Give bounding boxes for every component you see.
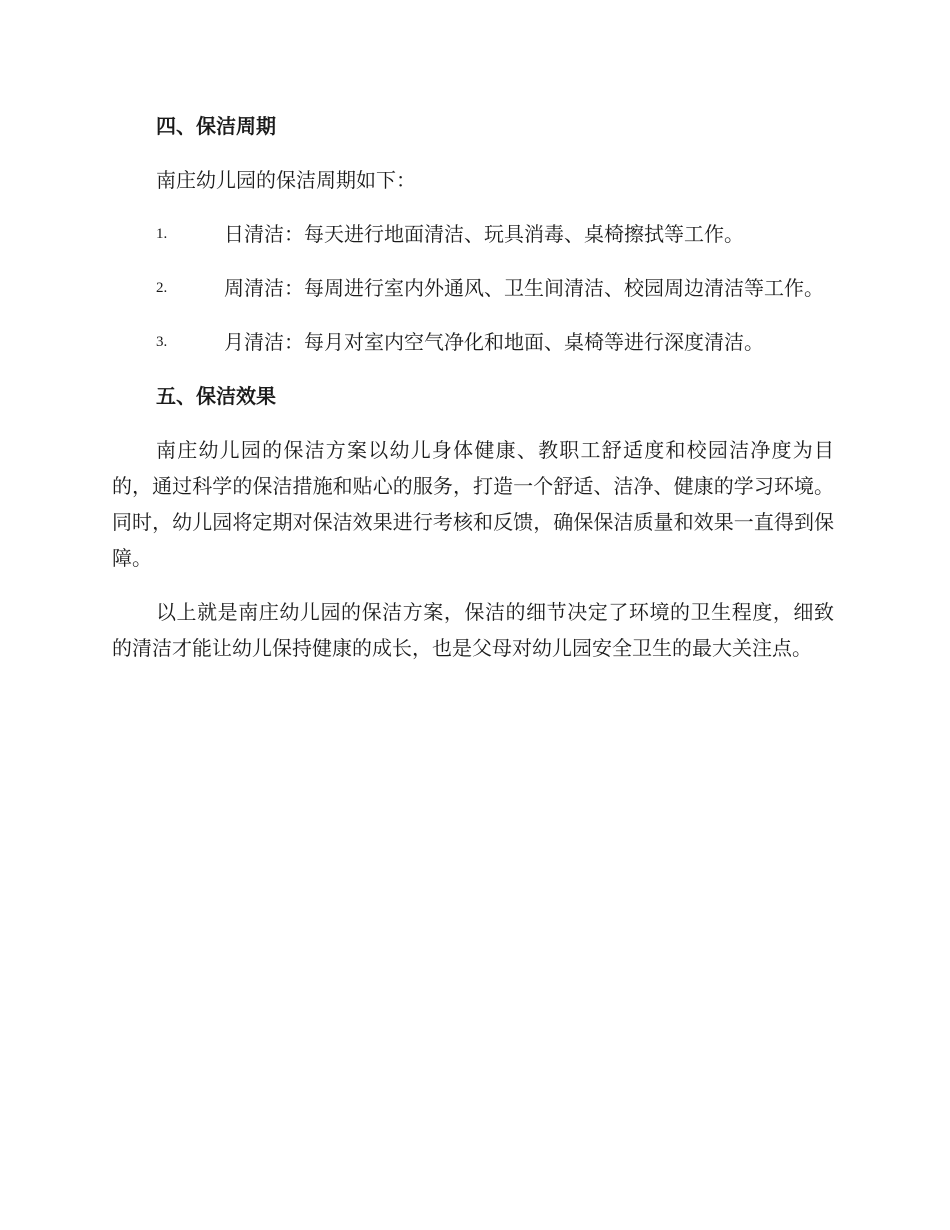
section-heading-cleaning-effect: 五、保洁效果 bbox=[156, 384, 276, 408]
list-item-text: 月清洁：每月对室内空气净化和地面、桌椅等进行深度清洁。 bbox=[224, 330, 764, 354]
cleaning-cycle-intro: 南庄幼儿园的保洁周期如下： bbox=[156, 168, 416, 192]
list-item-text: 日清洁：每天进行地面清洁、玩具消毒、桌椅擦拭等工作。 bbox=[224, 222, 744, 246]
section-heading-cleaning-cycle: 四、保洁周期 bbox=[156, 114, 276, 138]
cleaning-effect-paragraph: 南庄幼儿园的保洁方案以幼儿身体健康、教职工舒适度和校园洁净度为目的，通过科学的保洁措施和贴心的服务，打造一个舒适、洁净、健康的学习环境。同时，幼儿园将定期对保洁效果进行考核和反馈，确保保洁质量和效果一直得到保障。 bbox=[112, 438, 834, 570]
list-item-monthly bbox=[112, 324, 834, 360]
document-body bbox=[112, 108, 834, 684]
conclusion-paragraph: 以上就是南庄幼儿园的保洁方案，保洁的细节决定了环境的卫生程度，细致的清洁才能让幼儿保持健康的成长，也是父母对幼儿园安全卫生的最大关注点。 bbox=[112, 600, 834, 660]
list-number: 2. bbox=[156, 280, 168, 296]
list-number: 1. bbox=[156, 226, 168, 242]
list-item-daily bbox=[112, 216, 834, 252]
list-number: 3. bbox=[156, 334, 168, 350]
list-item-text: 周清洁：每周进行室内外通风、卫生间清洁、校园周边清洁等工作。 bbox=[224, 276, 824, 300]
list-item-weekly bbox=[112, 270, 834, 306]
